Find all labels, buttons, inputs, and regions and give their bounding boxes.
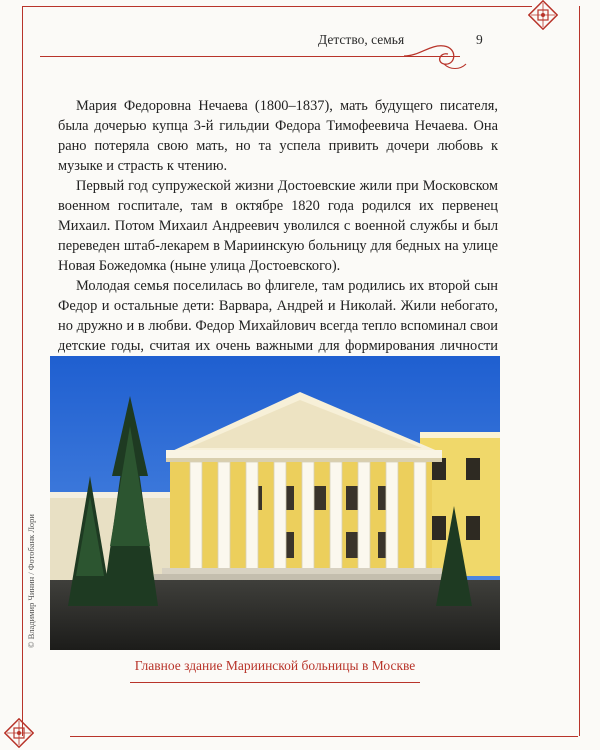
swirl-ornament-icon xyxy=(400,40,470,74)
page-number: 9 xyxy=(476,32,483,47)
corner-ornament-icon xyxy=(528,0,558,30)
caption-rule xyxy=(130,682,420,683)
body-text xyxy=(58,96,498,376)
photo-credit: © Владимир Чинин / Фотобанк Лори xyxy=(26,514,36,648)
header-rule xyxy=(40,56,460,57)
paragraph: Молодая семья поселилась во флигеле, там родились их второй сын Федор и остальные дети: Варвара, Андрей и Николай. Жили небогато, но дружно и в любви. Федор Михайлович всегда тепло вспоминал свои детские годы, считая их очень важными для формирования личности xyxy=(58,278,498,354)
hospital-building-photo xyxy=(50,356,500,650)
chapter-title: Детство, семья xyxy=(318,32,405,47)
frame-top-rule xyxy=(22,6,532,7)
frame-bottom-rule xyxy=(70,736,578,737)
paragraph: Первый год супружеской жизни Достоевские жили при Московском военном госпитале, там в октябре 1820 года родился их первенец Михаил. Потом Михаил Андреевич уволился с военной службы и был переведен штаб-лекарем в Мариинскую больницу для бедных на улице Новая Божедомка (ныне улица Достоевского). xyxy=(58,178,498,274)
photo-caption: Главное здание Мариинской больницы в Москве xyxy=(134,658,416,673)
paragraph: Мария Федоровна Нечаева (1800–1837), мать будущего писателя, была дочерью купца 3-й гильдии Федора Тимофеевича Нечаева. Она рано потеряла свою мать, но та успела привить дочери любовь к музыке и страсть к чтению. xyxy=(58,98,498,174)
corner-ornament-icon xyxy=(4,718,34,748)
